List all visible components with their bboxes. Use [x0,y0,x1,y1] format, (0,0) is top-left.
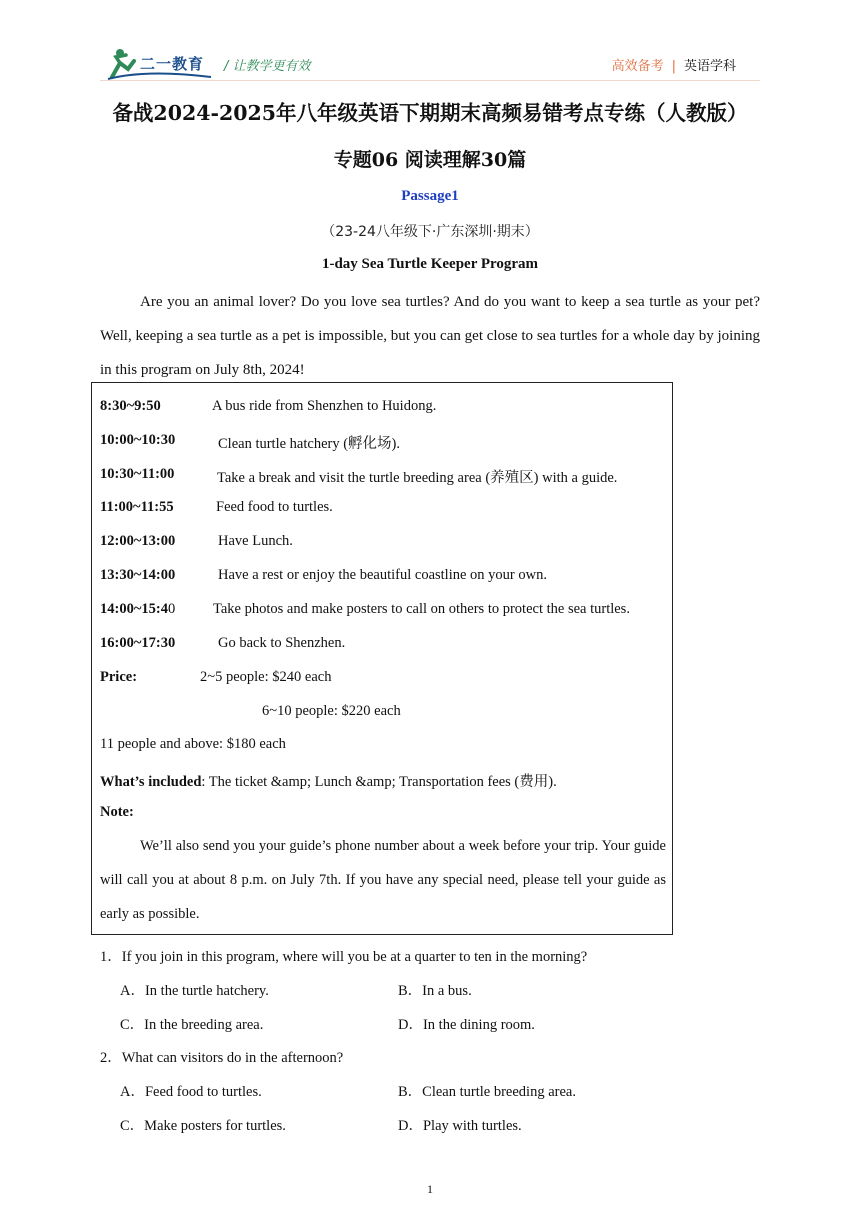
schedule-time: 11:00~11:55 [100,499,174,515]
schedule-row [100,567,547,584]
schedule-time: 8:30~9:50 [100,398,161,414]
question-2-option-b: B．Clean turtle breeding area. [398,1084,576,1100]
schedule-row [100,466,618,486]
schedule-time-tail: 0 [167,601,176,617]
note-label [100,804,134,821]
header-divider [100,80,760,81]
schedule-row [100,601,630,618]
header-tag-subject: 英语学科 [683,59,736,74]
schedule-time: 16:00~17:30 [100,635,176,651]
schedule-time: 10:30~11:00 [100,466,175,482]
intro-paragraph: Are you an animal lover? Do you love sea turtles? And do you want to keep a sea turtle as your pet? Well, keeping a sea turtle as a pet is impossible, but you can get close to sea turtles for a whole day by joining in this program on July 8th, 2024! [100,294,760,378]
schedule-activity: Take photos and make posters to call on others to protect the sea turtles. [213,601,630,617]
schedule-activity: Have a rest or enjoy the beautiful coastline on your own. [218,567,547,583]
schedule-row [100,432,400,452]
header-separator: | [671,59,676,74]
price-tier-2: 6~10 people: $220 each [262,703,401,719]
question-2-option-d: D．Play with turtles. [398,1118,522,1134]
schedule-activity: A bus ride from Shenzhen to Huidong. [212,398,437,414]
program-title: 1-day Sea Turtle Keeper Program [321,256,539,272]
question-1-option-c: C．In the breeding area. [120,1017,264,1033]
price-tier-3: 11 people and above: $180 each [100,736,286,752]
schedule-row [100,533,293,550]
question-1-option-d: D．In the dining room. [398,1017,535,1033]
page-number: 1 [427,1182,433,1196]
note-paragraph: We’ll also send you your guide’s phone number about a week before your trip. Your guide will call you at about 8 p.m. on July 7th. If you have any special need, please tell your guide as early as possible. [100,838,666,922]
page-header [0,0,860,90]
schedule-activity: Have Lunch. [218,533,293,549]
brand-name: 二一教育 [140,55,205,73]
header-tags [612,55,736,74]
schedule-time: 10:00~10:30 [100,432,176,448]
schedule-activity: Go back to Shenzhen. [218,635,346,651]
included-label: What’s included [100,774,202,790]
question-2-option-a: A．Feed food to turtles. [120,1084,262,1100]
schedule-time: 14:00~15:4 [100,601,168,617]
question-2-stem: 2．What can visitors do in the afternoon? [100,1050,344,1066]
document-title: 备战2024-2025年八年级英语下期期末高频易错考点专练（人教版） [112,101,748,125]
schedule-activity: Clean turtle hatchery (孵化场). [218,436,400,452]
price-row [100,669,332,686]
price-label: Price: [100,669,138,685]
question-1-option-a: A．In the turtle hatchery. [120,983,269,999]
schedule-time: 12:00~13:00 [100,533,176,549]
question-1-stem: 1．If you join in this program, where will you be at a quarter to ten in the morning? [100,949,588,965]
schedule-row [100,499,333,516]
brand-slogan: / 让教学更有效 [224,59,311,74]
schedule-row [100,635,346,652]
passage-source: （23-24八年级下·广东深圳·期末） [321,224,539,240]
schedule-activity: Feed food to turtles. [216,499,333,515]
price-tier-1: 2~5 people: $240 each [200,669,332,685]
included-row [100,770,557,791]
note-label-text: Note: [100,804,134,820]
question-1-option-b: B．In a bus. [398,983,472,999]
passage-label: Passage1 [401,188,459,204]
program-schedule-box [91,382,673,935]
schedule-row [100,398,437,415]
schedule-time: 13:30~14:00 [100,567,176,583]
document-subtitle: 专题06 阅读理解30篇 [333,149,527,171]
header-tag-exam: 高效备考 [611,59,664,74]
schedule-activity: Take a break and visit the turtle breeding area (养殖区) with a guide. [217,470,618,486]
question-2-option-c: C．Make posters for turtles. [120,1118,286,1134]
included-text: : The ticket &amp; Lunch &amp; Transportation fees (费用). [201,774,557,790]
